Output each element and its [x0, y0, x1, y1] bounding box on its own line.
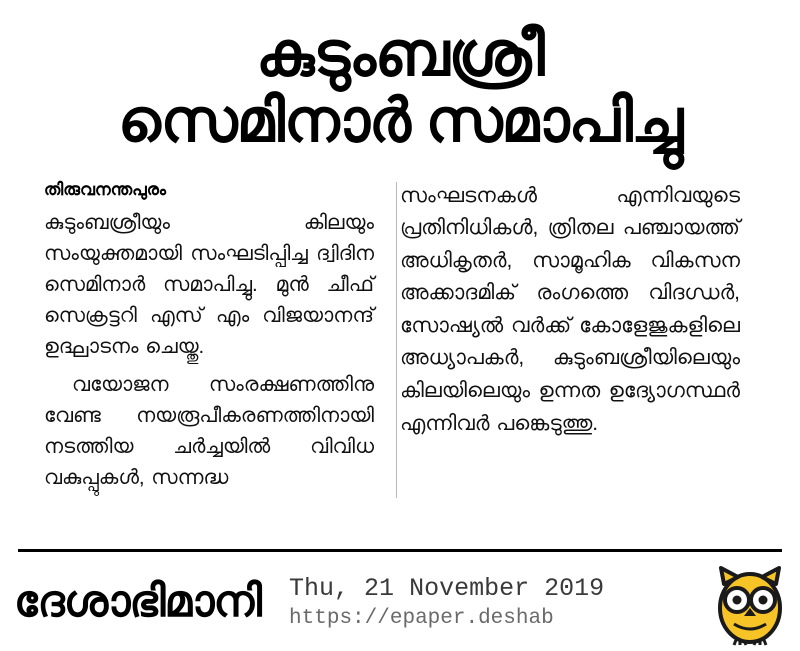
headline: [0, 0, 800, 154]
headline-line-1: കുടുംബശ്രീ: [256, 20, 544, 89]
article-column-right: [400, 180, 740, 495]
article-body: [0, 180, 800, 495]
headline-line-2: സെമിനാർ സമാപിച്ചു: [117, 86, 683, 154]
paragraph: സംഘടനകൾ എന്നിവയുടെ പ്രതിനിധികൾ, ത്രിതല പഞ്ചായത്ത് അധികൃതർ, സാമൂഹിക വികസന അക്കാദമിക് രംഗത്തെ വിദഗ്ധർ, സോഷ്യൽ വർക്ക് കോളേജുകളിലെ അധ്യാപകർ, കുടുംബശ്രീയിലെയും കിലയിലെയും ഉന്നത ഉദ്യോഗസ്ഥർ എന്നിവർ പങ്കെടുത്തു.: [400, 183, 740, 435]
paragraph: വയോജന സംരക്ഷണത്തിനു വേണ്ട നയരൂപീകരണത്തിനായി നടത്തിയ ചർച്ചയിൽ വിവിധ വകുപ്പുകൾ, സന്നദ്ധ: [44, 372, 374, 489]
column-divider: [396, 182, 397, 498]
epaper-url: https://epaper.deshab: [289, 607, 554, 630]
article-column-left: [44, 180, 374, 495]
owl-icon: [708, 560, 792, 646]
footer-divider: [18, 549, 782, 552]
footer: [0, 556, 800, 648]
dateline: തിരുവനന്തപുരം: [44, 179, 166, 199]
masthead-logo: ദേശാഭിമാനി: [14, 577, 262, 626]
paragraph: കുടുംബശ്രീയും കിലയും സംയുക്തമായി സംഘടിപ്പിച്ച ദ്വിദിന സെമിനാർ സമാപിച്ചു. മുൻ ചീഫ് സെക്രട്ടറി എസ് എം വിജയാനന്ദ് ഉദ്ഘാടനം ചെയ്തു.: [44, 210, 374, 359]
publication-date: Thu, 21 November 2019: [289, 574, 605, 603]
